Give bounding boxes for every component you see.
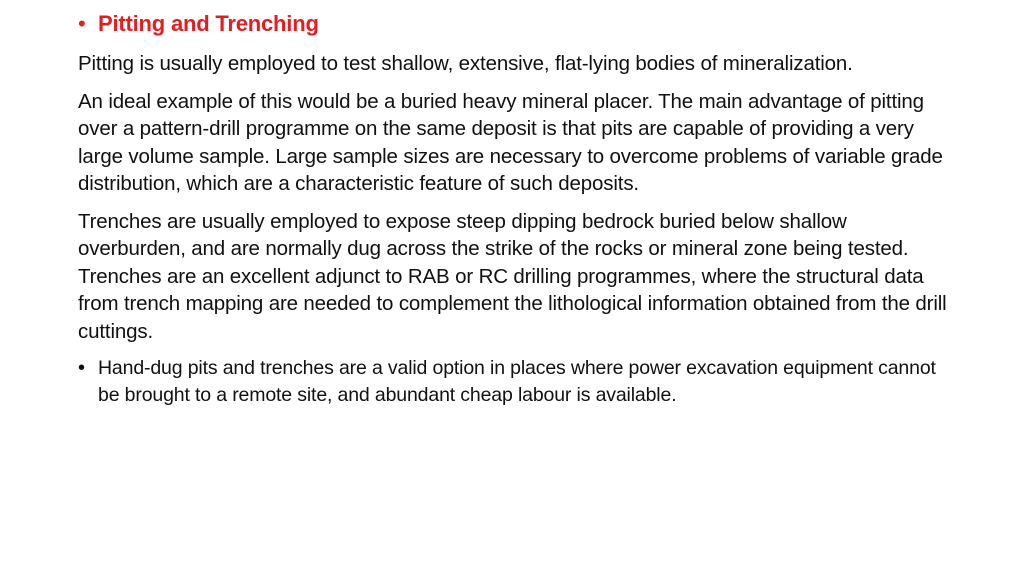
paragraph-trenches: Trenches are usually employed to expose steep dipping bedrock buried below shallow overburden, and are normally dug across the strike of the rocks or mineral zone being tested. Trenches are an excellent adjunct to RAB or RC drilling programmes, where the structural data from trench mapping are needed to complement the lithological information obtained from the drill cuttings. [78, 209, 947, 343]
heading-text: Pitting and Trenching [98, 11, 319, 36]
paragraph-pitting-intro: Pitting is usually employed to test shallow, extensive, flat-lying bodies of mineralization. [78, 52, 853, 75]
slide-heading [78, 10, 958, 38]
bullet-item-hand-dug [78, 355, 958, 408]
slide-content [78, 10, 958, 408]
bullet-icon: • [78, 357, 86, 379]
bullet-text: Hand-dug pits and trenches are a valid option in places where power excavation equipment cannot be brought to a remote site, and abundant cheap labour is available. [98, 357, 936, 406]
paragraph-placer-example: An ideal example of this would be a buried heavy mineral placer. The main advantage of pitting over a pattern-drill programme on the same deposit is that pits are capable of providing a very large volume sample. Large sample sizes are necessary to overcome problems of variable grade distribution, which are a characteristic feature of such deposits. [78, 89, 943, 195]
heading-bullet-icon: • [78, 11, 86, 36]
